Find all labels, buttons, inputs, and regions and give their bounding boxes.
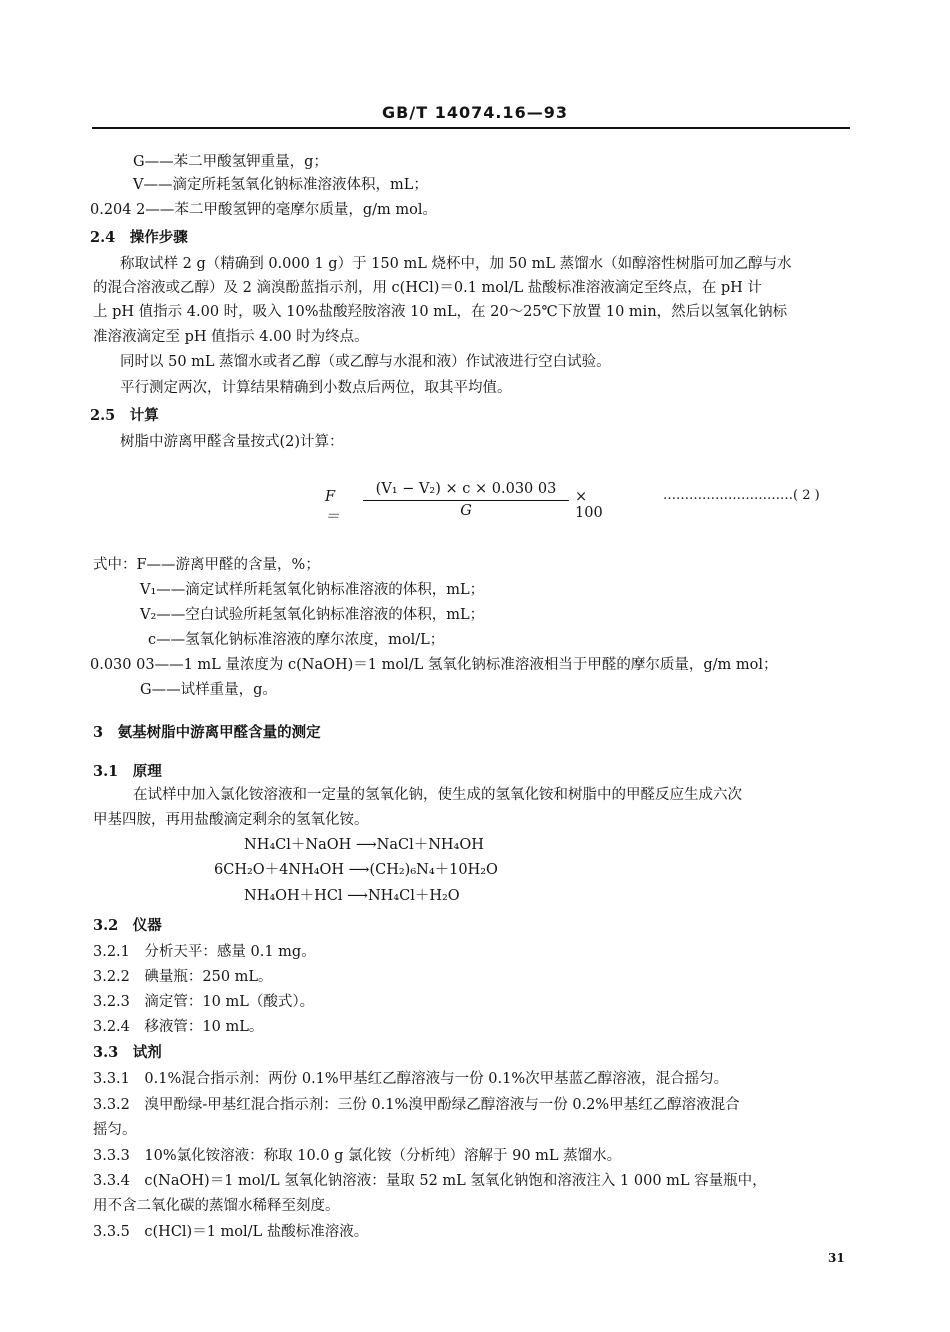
- section-3-3-heading: 3.3 试剂: [93, 1044, 162, 1061]
- where-v1: V₁——滴定试样所耗氢氧化钠标准溶液的体积，mL；: [140, 582, 485, 598]
- reagent-3-3-5: 3.3.5 c(HCl)＝1 mol/L 盐酸标准溶液。: [93, 1224, 369, 1240]
- def-molar-mass: 0.204 2——苯二甲酸氢钾的毫摩尔质量，g/m mol。: [90, 202, 437, 218]
- instrument-3-2-2: 3.2.2 碘量瓶：250 mL。: [93, 969, 273, 985]
- formula-denominator: G: [460, 503, 472, 519]
- page-header-standard-code: GB/T 14074.16—93: [382, 103, 568, 122]
- procedure-line-3: 上 pH 值指示 4.00 时，吸入 10%盐酸羟胺溶液 10 mL，在 20～25℃下放置 10 min，然后以氢氧化钠标: [93, 304, 788, 320]
- fraction-bar: [363, 500, 569, 501]
- where-f: 式中：F——游离甲醛的含量，%；: [93, 557, 320, 573]
- formula-rhs: × 100: [575, 489, 603, 521]
- instrument-3-2-3: 3.2.3 滴定管：10 mL（酸式）。: [93, 994, 315, 1010]
- procedure-line-2: 的混合溶液或乙醇）及 2 滴溴酚蓝指示剂，用 c(HCl)＝0.1 mol/L 盐酸标准溶液滴定至终点，在 pH 计: [93, 280, 762, 296]
- section-2-4-heading: 2.4 操作步骤: [90, 229, 188, 246]
- section-3-1-heading: 3.1 原理: [93, 763, 162, 780]
- reagent-3-3-3: 3.3.3 10%氯化铵溶液：称取 10.0 g 氯化铵（分析纯）溶解于 90 mL 蒸馏水。: [93, 1148, 622, 1164]
- header-rule: [92, 127, 850, 129]
- leader-dots: …………………………: [663, 488, 793, 503]
- def-v: V——滴定所耗氢氧化钠标准溶液体积，mL；: [133, 177, 428, 193]
- reagent-3-3-1: 3.3.1 0.1%混合指示剂：两份 0.1%甲基红乙醇溶液与一份 0.1%次甲基蓝乙醇溶液，混合摇匀。: [93, 1071, 729, 1087]
- formula-numerator: (V₁ − V₂) × c × 0.030 03: [375, 481, 557, 497]
- reagent-3-3-2-line-2: 摇匀。: [93, 1122, 137, 1138]
- where-constant: 0.030 03——1 mL 量浓度为 c(NaOH)＝1 mol/L 氢氧化钠标准溶液相当于甲醛的摩尔质量，g/m mol；: [90, 657, 778, 673]
- where-c: c——氢氧化钠标准溶液的摩尔浓度，mol/L；: [148, 632, 445, 648]
- formula-lhs: F ＝: [325, 489, 340, 525]
- where-v2: V₂——空白试验所耗氢氧化钠标准溶液的体积，mL；: [140, 607, 485, 623]
- instrument-3-2-4: 3.2.4 移液管：10 mL。: [93, 1019, 264, 1035]
- formula-number: ( 2 ): [793, 488, 820, 503]
- formula-leader-dots: [663, 488, 820, 503]
- principle-line-1: 在试样中加入氯化铵溶液和一定量的氢氧化钠，使生成的氢氧化铵和树脂中的甲醛反应生成六次: [133, 787, 742, 803]
- reagent-3-3-4-line-1: 3.3.4 c(NaOH)＝1 mol/L 氢氧化钠溶液：量取 52 mL 氢氧化钠饱和溶液注入 1 000 mL 容量瓶中，: [93, 1173, 767, 1189]
- reagent-3-3-2-line-1: 3.3.2 溴甲酚绿-甲基红混合指示剂：三份 0.1%溴甲酚绿乙醇溶液与一份 0.2%甲基红乙醇溶液混合: [93, 1097, 740, 1113]
- principle-line-2: 甲基四胺，再用盐酸滴定剩余的氢氧化铵。: [93, 812, 369, 828]
- reaction-2: 6CH₂O＋4NH₄OH ⟶(CH₂)₆N₄＋10H₂O: [214, 862, 498, 878]
- where-g: G——试样重量，g。: [140, 682, 277, 698]
- reaction-1: NH₄Cl＋NaOH ⟶NaCl＋NH₄OH: [244, 837, 484, 853]
- blank-test-paragraph: 同时以 50 mL 蒸馏水或者乙醇（或乙醇与水混和液）作试液进行空白试验。: [120, 354, 611, 370]
- section-3-2-heading: 3.2 仪器: [93, 917, 162, 934]
- page-number: 31: [828, 1251, 845, 1265]
- instrument-3-2-1: 3.2.1 分析天平：感量 0.1 mg。: [93, 944, 316, 960]
- def-g: G——苯二甲酸氢钾重量，g；: [133, 154, 328, 170]
- procedure-line-1: 称取试样 2 g（精确到 0.000 1 g）于 150 mL 烧杯中，加 50 mL 蒸馏水（如醇溶性树脂可加乙醇与水: [120, 256, 792, 272]
- procedure-line-4: 准溶液滴定至 pH 值指示 4.00 时为终点。: [93, 329, 369, 345]
- calculation-intro: 树脂中游离甲醛含量按式(2)计算：: [120, 434, 344, 450]
- section-3-heading: 3 氨基树脂中游离甲醛含量的测定: [93, 724, 321, 741]
- parallel-test-paragraph: 平行测定两次，计算结果精确到小数点后两位，取其平均值。: [120, 380, 512, 396]
- reaction-3: NH₄OH＋HCl ⟶NH₄Cl＋H₂O: [244, 888, 460, 904]
- reagent-3-3-4-line-2: 用不含二氧化碳的蒸馏水稀释至刻度。: [93, 1198, 340, 1214]
- section-2-5-heading: 2.5 计算: [90, 407, 159, 424]
